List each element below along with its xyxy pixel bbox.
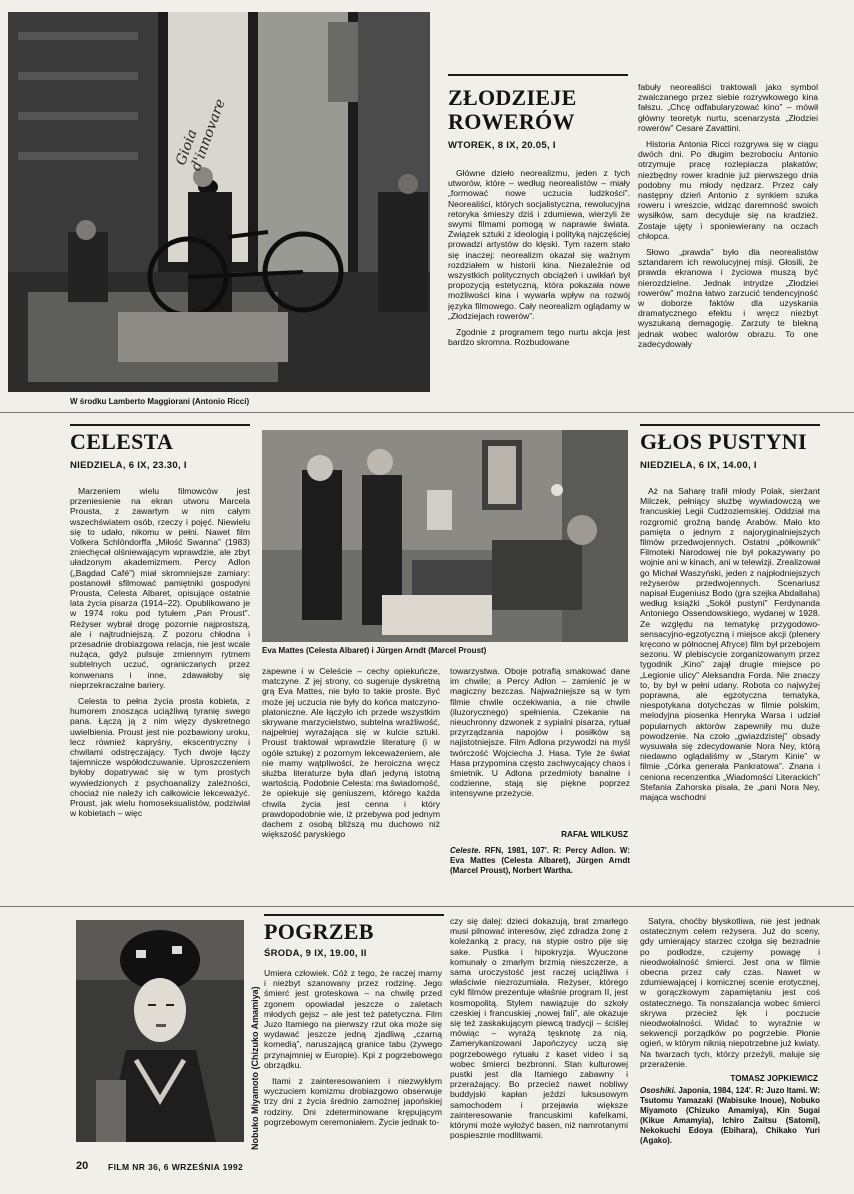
divider xyxy=(448,74,628,76)
credit-title: Ososhiki. xyxy=(640,1086,677,1095)
broadcast-info: NIEDZIELA, 6 IX, 14.00, I xyxy=(640,460,757,471)
divider xyxy=(264,914,444,916)
paragraph: Celesta to pełna życia prosta kobieta, z humorem znosząca uciążliwą tyranię swego pana. Łączą ją z nim więzy dyskretnego uwielbienia. Proust jest nie pozbawiony uroku, lecz również kapryśny, ekscentryczny i chwilami odstręczający. Tych dwoje łączy tajemnicze współodczuwanie. Uproszczeniem byłoby dopatrywać się w tym prostych wywiedzionych z psychoanalizy zależności, chociaż nie należy ich całkowicie lekceważyć. Proust, jak wielu homoseksualistów, podziwiał w kobietach – więc xyxy=(70,696,250,819)
author-signature: TOMASZ JOPKIEWICZ xyxy=(730,1074,818,1083)
broadcast-info: WTOREK, 8 IX, 20.05, I xyxy=(448,140,556,151)
section-divider xyxy=(0,906,854,907)
divider xyxy=(70,424,250,426)
photo-caption: Eva Mattes (Celesta Albaret) i Jürgen Arndt (Marcel Proust) xyxy=(262,646,487,655)
broadcast-info: ŚRODA, 9 IX, 19.00, II xyxy=(264,948,367,959)
article-column xyxy=(638,82,818,392)
title-line: ROWERÓW xyxy=(448,109,575,134)
paragraph: Historia Antonia Ricci rozgrywa się w ciągu dwóch dni. Po długim bezrobociu Antonio otrzymuje pracę rozlepiacza plakatów; niezbędny rower kradnie już pierwszego dnia podobny mu młody nędzarz. Przez cały następny dzień Antonio z synkiem szuka roweru i wreszcie, widząc daremność swoich wysiłków, sam decyduje się na kradzież. Zostaje ujęty i sponiewierany na oczach chłopca. xyxy=(638,139,818,241)
photo-caption: W środku Lamberto Maggiorani (Antonio Ricci) xyxy=(70,397,250,406)
paragraph: Satyra, choćby błyskotliwa, nie jest jednak ostatecznym celem reżysera. Już do sceny, gdy umierający starzec czołga się bezradnie po podłodze, czujemy powagę i nieodwołalność śmierci. Jest ona w filmie obecna przez cały czas. Nawet w zdumiewającej i komicznej scenie erotycznej, w gorączkowym zapamiętaniu jest coś ostatecznego. Ta nonszalancja wobec śmierci skrywa przecież lęk i poczucie nieodwołalności. Widać to wyraźnie w sekwencji porządków po pogrzebie. Płonie ogień, w którym niknią niepotrzebne już kwiaty. Na twarzach tych, którzy przeżyli, maluje się przerażenie. xyxy=(640,916,820,1069)
article-column xyxy=(450,666,630,816)
author-signature: RAFAŁ WILKUSZ xyxy=(561,830,628,839)
paragraph: Itami z zainteresowaniem i niezwykłym wyczuciem komizmu drobiazgowo obserwuje trzy dni z życia średnio zamożnej japońskiej rodziny. Dni zdeterminowane krępującym pogrzebowym ceremoniałem. Życie jednak to- xyxy=(264,1076,442,1127)
divider xyxy=(640,424,820,426)
paragraph: towarzystwa. Oboje potrafią smakować dane im chwile; a Percy Adlon – zamienić je w magiczny bezczas. Najważniejsze są w tym filmie chwile oczekiwania, a nie chwile (iluzorycznego) spełnienia. Czekanie na nieuchronny dzwonek z sypialni pisarza, rytuał przyrządzania napojów i posiłków są najistotniejsze. Film Adlona przywodzi na myśl twórczość Wojciecha J. Hasa. Tyle że świat Hasa przypomina często zachwycający chaos i śmietnik. U Adlona przedmioty banalne i codzienne, stają się piękne poprzez intensywne przeżycie. xyxy=(450,666,630,799)
photo-caption: Nobuko Miyamoto (Chizuko Amamiya) xyxy=(250,986,260,1150)
article-column xyxy=(262,666,440,898)
paragraph: Aż na Saharę trafił młody Polak, sierżant Milczek, pełniący służbę wywiadowczą we francuskiej Legii Cudzoziemskiej. Oddział ma rozgromić groźną bandę Arabów. Mało kto pamięta o jednym z najoryginalniejszych filmów przedwojennych. Ostatni „półkownik” Filmoteki Narodowej nie był pokazywany po wojnie ani w kinach, ani w telewizji. Zrealizował go Michał Waszyński, jeden z najpłodniejszych reżyserów przedwojennych. Scenariusz napisał Eugeniusz Bodo (gra szejka Abdallaha) według książki „Sokół pustyni” Ferdynanda Antoniego Ossendowskiego, wydanej w 1928. Ze względu na tematykę przygodowo-sensacyjno-egzotyczną i miejsce akcji (plenery kręcono w północnej Afryce) film był przebojem sezonu. W plebiscycie zorganizowanym przez tygodnik „Kino” zajął drugie miejsce po „Legionie ulicy” Aleksandra Forda. Nie znaczy to, by był w pełni udany. Robota co najwyżej poprawna, ale egzotyczna tematyka, niespotykana dotychczas w filmie polskim, melodyjna piosenka Henryka Warsa i udział popularnych aktorów zapewniły mu duże powodzenie. Na czoło „gwiazdzistej” obsady wysuwała się zdecydowanie Nora Ney, którą niedawno oglądaliśmy w „Starym Kinie” w filmie „Córka generała Pankratowa”. Znana i ceniona recenzentka „Wiadomości Literackich” Stefania Zahorska pisała, że „pani Nora Ney, mająca wschodni xyxy=(640,486,820,803)
credit-text: RFN, 1981, 107'. R: Percy Adlon. W: Eva Mattes (Celesta Albaret), Jürgen Arndt (Marcel Proust), Norbert Wartha. xyxy=(450,846,630,875)
page-number: 20 xyxy=(76,1160,89,1172)
article-column xyxy=(264,968,442,1148)
paragraph: fabuły neorealiści traktowali jako symbol zwalczanego przez siebie rozrywkowego kina fałszu. „Chcę odfabularyzować kino” – mówił główny teoretyk nurtu, scenarzysta „Złodziei rowerów” Cesare Zavattini. xyxy=(638,82,818,133)
credit-title: Celeste. xyxy=(450,846,481,855)
article-column xyxy=(640,916,820,1070)
issue-info: FILM NR 36, 6 WRZEŚNIA 1992 xyxy=(108,1162,244,1172)
pogrzeb-photo xyxy=(76,920,244,1142)
paragraph: Marzeniem wielu filmowców jest przeniesienie na ekran utworu Marcela Prousta, z zawartym w nim całym wszechświatem osób, rzeczy i pojęć. Niewielu się to udało, nikomu w pełni. Nawet film Volkera Schlöndorffa „Miłość Swanna” (1983) zniechęcał olśniewającym wprawdzie, ale zbyt uładzonym akademizmem. Percy Adlon („Bagdad Café”) miał skromniejsze zamiary: postanowił sfilmować pamiętniki gospodyni Prousta, Celesta Albaret, opisujące ostatnie lata życia pisarza (1914–22). Opublikowano je w 1974 roku pod tytułem „Pan Proust”. Reżyser wybrał drogę pozornie najprostszą, ale i najtrudniejszą. Z pozoru chłodna i przesadnie drobiazgowa relacja, nie jest wcale nużąca, gdyż pulsuje zmiennym rytmem subtelnych uczuć, ograniczanych przez konwenans i inne, zdawałoby się nieprzekraczalne bariery. xyxy=(70,486,250,690)
credit-text: Japonia, 1984, 124'. R: Juzo Itami. W: Tsutomu Yamazaki (Wabisuke Inoue), Nobuko Miyamoto (Chizuko Amamiya), Kin Sugai (Kikue Amamyia), Ichiro Zaitsu (Satomi), Nekokuchi Edoya (Ebihara), Chikako Yuri (Agako). xyxy=(640,1086,820,1145)
article-title: POGRZEB xyxy=(264,919,374,944)
article-title xyxy=(448,86,628,134)
paragraph: Zgodnie z programem tego nurtu akcja jest bardzo skromna. Rozbudowane xyxy=(448,327,630,348)
article-column xyxy=(640,486,820,898)
article-column xyxy=(448,168,630,390)
broadcast-info: NIEDZIELA, 6 IX, 23.30, I xyxy=(70,460,187,471)
paragraph: czy się dalej: dzieci dokazują, brat zmarłego musi pilnować interesów, zięć zdradza żonę z koleżanką z pracy, na stypie ostro pije się sake. Pustka i hipokryzja. Wyuczone komunały o zmarłym brzmią nieszczerze, a sama uroczystość jest raczej uciążliwa i właściwie niezrozumiała. Reżyser, którego cykl filmów prezentuje właśnie program II, jest kosmopolitą. Stylem nawiązuje do szkoły czeskiej i francuskiej „nowej fali”, ale okazuje się też zaskakującym piewcą tradycji – ściślej mówiąc – wyrażą tęsknotę za nią. Zamerykanizowani Japończycy uczą się pogrzebowego rytuału z kaset video i są wobec śmierci bezbronni. Stan kulturowej pustki jest dla Itamiego zabawny i przerażający. Bo przecież nawet nobliwy buddyjski kapłan jeździ luksusowym samochodem i przejawia większe zainteresowanie francuskimi kafelkami, którymi może wyłożyć basen, niż namrotanymi pospiesznie modlitwami. xyxy=(450,916,628,1141)
celesta-photo xyxy=(262,430,628,642)
article-title: GŁOS PUSTYNI xyxy=(640,429,807,454)
paragraph: Główne dzieło neorealizmu, jeden z tych utworów, które – według neorealistów – miały „formować nowe uczucia ludzkości”. Neorealiści, których socjalistyczna, rewolucyjna retoryka śmieszy dziś i zdumiewa, wierzyli że swymi filmami pomogą w naprawie świata. Związek sztuki z ideologią i polityką najczęściej prowadzi artystów do klęski. Tym razem stało się inaczej: neorealizm okazał się ważnym rozdziałem w historii kina. Niezależnie od wszystkich politycznych obciążeń i uwikłań był propozycją estetyczną, która pokazała nowe możliwości kina i wywarła wpływ na rozwój języka filmowego. Cały neorealizm oglądamy w „Złodziejach rowerów”. xyxy=(448,168,630,321)
paragraph: zapewne i w Celeście – cechy opiekuńcze, matczyne. Z jej strony, co sugeruje dyskretną grą Eva Mattes, nie było to takie proste. Być może jej uczucia nie były do końca matczyno-platoniczne. Ale łączyło ich przede wszystkim skrywane marzycielstwo, subtelna wrażliwość, najpełniej wyrażająca się w kulcie sztuki. Proust traktował wprawdzie literaturę (i w ogóle sztukę) z pozornym lekceważeniem, ale nie mamy wątpliwości, że heroiczna wręcz służba literaturze była dlań jedyną istotną wartością. Podobnie Celesta: ma świadomość, że opiekuje się geniuszem, którego każda chwila życia jest cenna i który prawdopodobnie wie, iż przebywa pod jednym dachem z osobą bliższą mu duchowo niż większość paryskiego xyxy=(262,666,440,840)
paragraph: Słowo „prawda” było dla neorealistów sztandarem ich rewolucyjnej misji. Głosili, że prawda ekranowa i życiowa muszą być nierozdzielne. Jednak intrydze „Złodziei rowerów” można łatwo zarzucić tendencyjność w doborze faktów dla uzyskania dramatycznego efektu i wręcz niezbyt wyszukaną demagogię. Zarzuty te blekną jednak wobec walorów obrazu. To one zadecydowały xyxy=(638,247,818,349)
article-column xyxy=(70,486,250,898)
title-line: ZŁODZIEJE xyxy=(448,85,577,110)
section-divider xyxy=(0,412,854,413)
bicycle-thieves-photo xyxy=(8,12,430,392)
film-credits xyxy=(640,1086,820,1146)
photo-poster-text: Gioia d'innovare xyxy=(173,97,229,173)
film-credits xyxy=(450,846,630,876)
article-column xyxy=(450,916,628,1148)
article-title: CELESTA xyxy=(70,429,174,454)
paragraph: Umiera człowiek. Cóż z tego, że raczej marny i niezbyt szanowany przez rodzinę. Jego śmierć jest groteskowa – na chwilę przed zgonem opowiadał jeszcze o zaletach młodych gejsz – ale jest też patetyczna. Film Juzo Itamiego na pierwszy rzut oka może się wydawać jeszcze jedną zjadliwą „czarną komedią”, naruszającą granice tabu (żywego przynajmniej w Europie). Kpi z pogrzebowego obrządku. xyxy=(264,968,442,1070)
